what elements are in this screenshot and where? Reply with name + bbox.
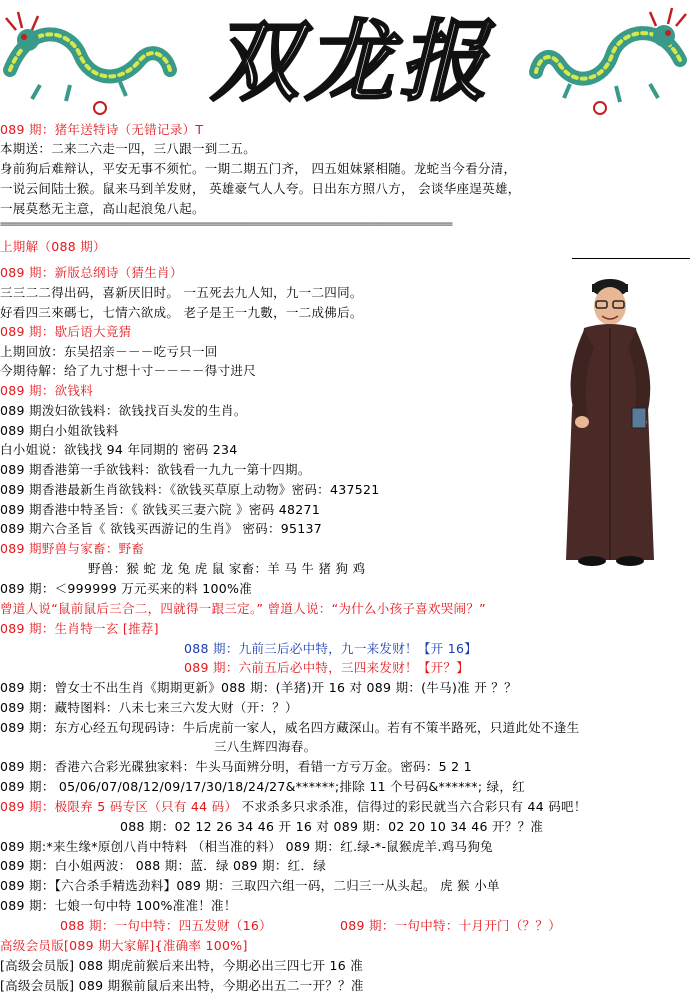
text-line: 089 期:*来生缘*原创八肖中特料 （相当准的料） 089 期：红.绿-*-鼠猴虎羊.鸡马狗兔 [0,839,493,854]
text-line: 089 期：白小姐两波： 088 期：蓝．绿 089 期：红．绿 [0,858,327,873]
text-line: 本期送：二来二六走一四，三八跟一到二五。 [0,141,257,156]
masthead-title: 双龙报 [210,9,494,113]
text-line: 一展莫愁无主意，高山起浪兔八起。 [0,201,205,216]
text-line: 089 期：＜999999 万元买来的料 100%准 [0,581,253,596]
text-line: 三八生辉四海春。 [214,739,317,754]
text-line: 089 期香港第一手欲钱料：欲钱看一九九一第十四期。 [0,462,311,477]
text-line: 089 期：藏特图料：八未七来三六发大财（开：？） [0,700,298,715]
text-line: 一说云间陆士猴。鼠来马到羊发财， 英雄豪气人人夸。日出东方照八方， 会谈华座逞英雄， [0,181,521,196]
text-line: 野兽：猴 蛇 龙 兔 虎 鼠 家畜：羊 马 牛 猪 狗 鸡 [88,561,366,576]
header-line: 089 期：猪年送特诗（无错记录）T [0,122,204,137]
text-line: 089 期白小姐欲钱料 [0,423,119,438]
limit-label: 089 期：极限弃 5 码专区（只有 44 码） [0,799,238,814]
section-heading: 高级会员版[089 期大家解]{准确率 100%] [0,938,248,953]
text-line: 上期回放：东吴招亲－－－吃亏只一回 [0,344,218,359]
left-dragon-icon [6,12,170,114]
text-line: [高级会员版] 088 期虎前猴后来出特，今期必出三四七开 16 准 [0,958,364,973]
section-heading: 上期解（088 期） [0,239,106,254]
section-heading: 089 期：生肖特一玄 [推荐] [0,621,159,636]
text-line: 089 期： 05/06/07/08/12/09/17/30/18/24/27&******;排除 11 个号码&******; 绿，红 [0,779,526,794]
text-line: 089 期：七娘一句中特 100%准准！准！ [0,898,237,913]
text-line: 白小姐说：欲钱找 94 年同期的 密码 234 [0,442,238,457]
right-dragon-icon [536,8,686,114]
text-line: 089 期：曾女士不出生肖《期期更新》088 期：(羊猪)开 16 对 089 期：(牛马)准 开 ？？ [0,680,517,695]
person-illustration [536,268,686,568]
highlight-line: 089 期：一句中特：十月开门（？？） [340,918,562,933]
section-heading: 089 期：歇后语大竟猜 [0,324,132,339]
highlight-line: 089 期：六前五后必中特，三四来发财！【开？】 [184,660,470,675]
text-line [0,798,587,815]
divider [572,258,690,259]
text-line: 089 期：东方心经五句现码诗：牛后虎前一家人，威名四方藏深山。若有不策半路死，只道此处不逢生 [0,720,580,735]
text-line: 089 期泼妇欲钱料：欲钱找百头发的生肖。 [0,403,247,418]
section-heading: 089 期：新版总纲诗（猜生肖） [0,265,183,280]
masthead-banner [0,0,690,122]
text-line: 089 期六合圣旨《 欲钱买西游记的生肖》 密码：95137 [0,521,323,536]
limit-note: 不求杀多只求杀准，信得过的彩民就当六合彩只有 44 码吧！ [241,799,587,814]
text-line: 089 期香港中特圣旨：《 欲钱买三妻六院 》密码 48271 [0,502,321,517]
text-line: 089 期：香港六合彩光碟独家料：牛头马面辨分明，看错一方亏万金。密码：5 2 1 [0,759,472,774]
highlight-line: 088 期：九前三后必中特，九一来发财！【开 16】 [184,641,478,656]
text-line: 身前狗后难辩认，平安无事不须忙。一期二期五门齐， 四五姐妹紧相随。龙蛇当今看分清， [0,161,517,176]
text-line: [高级会员版] 089 期猴前鼠后来出特，今期必出五二一开？？准 [0,978,364,993]
section-heading: 089 期野兽与家畜：野畜 [0,541,145,556]
text-line: 今期待解：给了九寸想十寸－－－－得寸进尺 [0,363,257,378]
highlight-line: 088 期：一句中特：四五发财（16） [60,918,272,933]
text-line: 089 期：【六合杀手精选劲料】089 期：三取四六组一码，二归三一从头起。 虎 猴 小单 [0,878,500,893]
text-line: 089 期香港最新生肖欲钱料：《欲钱买草原上动物》密码：437521 [0,482,380,497]
section-heading: 089 期：欲钱料 [0,383,94,398]
text-line: 三三二二得出码，喜新厌旧时。 一五死去九人知，九一二四同。 [0,285,363,300]
separator: ========================================================================================== [0,221,452,228]
quote-line: 曾道人说“鼠前鼠后三合二，四就得一跟三定。” 曾道人说：“为什么小孩子喜欢哭闹？” [0,601,486,616]
text-line: 好看四三來碼七，七情六欲成。 老子是王一九數，一二成佛后。 [0,305,363,320]
text-line: 088 期：02 12 26 34 46 开 16 对 089 期：02 20 10 34 46 开？？准 [120,819,544,834]
